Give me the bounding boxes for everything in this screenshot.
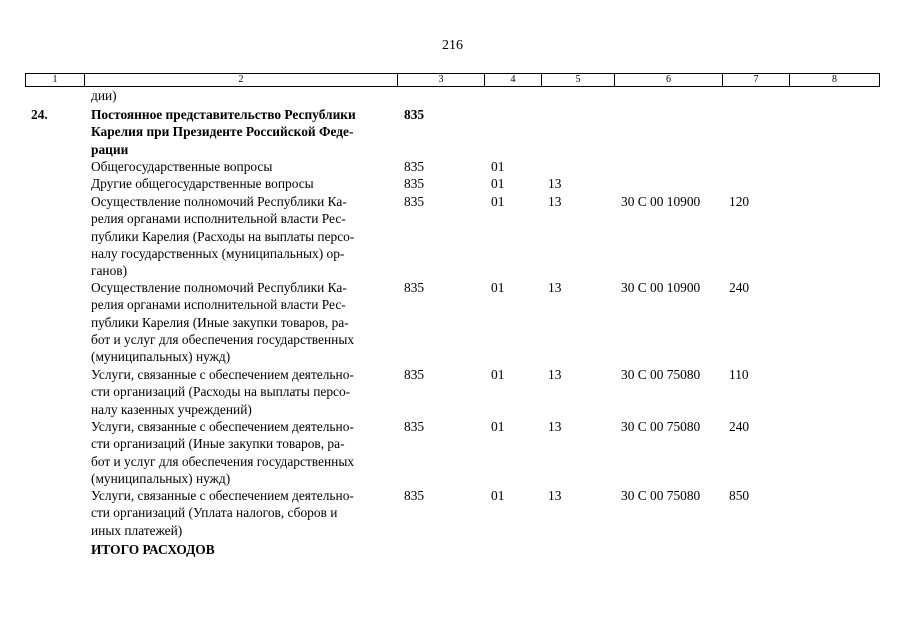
header-col-3: 3 <box>398 74 485 87</box>
row-subsection: 13 <box>548 280 562 295</box>
header-col-2: 2 <box>85 74 398 87</box>
row-description: Услуги, связанные с обеспечением деятельно- сти организаций (Расходы на выплаты персо- налу казенных учреждений) <box>91 367 354 417</box>
row-target-article: 30 С 00 75080 <box>621 488 701 503</box>
row-code: 835 <box>404 159 425 174</box>
row-code: 835 <box>404 280 425 295</box>
header-col-8: 8 <box>790 74 880 87</box>
row-description: Общегосударственные вопросы <box>91 159 273 174</box>
row-section: 01 <box>491 488 505 503</box>
total-label: ИТОГО РАСХОДОВ <box>91 542 215 557</box>
header-col-7: 7 <box>723 74 790 87</box>
row-description: Услуги, связанные с обеспечением деятельно- сти организаций (Уплата налогов, сборов и иных платежей) <box>91 488 354 538</box>
row-section: 01 <box>491 194 505 209</box>
column-number-header <box>25 73 880 87</box>
section-title: Постоянное представительство Республики Карелия при Президенте Российской Феде- рации <box>91 107 356 157</box>
row-section: 01 <box>491 367 505 382</box>
row-subsection: 13 <box>548 194 562 209</box>
section-code: 835 <box>404 107 425 122</box>
row-subsection: 13 <box>548 419 562 434</box>
row-target-article: 30 С 00 75080 <box>621 419 701 434</box>
row-description: Услуги, связанные с обеспечением деятельно- сти организаций (Иные закупки товаров, ра- бот и услуг для обеспечения государственных (муниципальных) нужд) <box>91 419 355 486</box>
continuation-text: дии) <box>91 88 117 103</box>
row-code: 835 <box>404 488 425 503</box>
row-section: 01 <box>491 176 505 191</box>
row-section: 01 <box>491 159 505 174</box>
row-target-article: 30 С 00 75080 <box>621 367 701 382</box>
row-description: Другие общегосударственные вопросы <box>91 176 314 191</box>
row-code: 835 <box>404 194 425 209</box>
section-number: 24. <box>31 107 48 122</box>
row-code: 835 <box>404 176 425 191</box>
row-target-article: 30 С 00 10900 <box>621 280 701 295</box>
row-subsection: 13 <box>548 488 562 503</box>
row-subsection: 13 <box>548 176 562 191</box>
header-col-5: 5 <box>542 74 615 87</box>
row-section: 01 <box>491 280 505 295</box>
row-description: Осуществление полномочий Республики Ка- релия органами исполнительной власти Рес- публики Карелия (Иные закупки товаров, ра- бот и услуг для обеспечения государственных (муниципальных) нужд) <box>91 280 355 365</box>
header-col-4: 4 <box>485 74 542 87</box>
row-code: 835 <box>404 419 425 434</box>
row-expense-type: 240 <box>729 419 750 434</box>
page-number: 216 <box>442 38 463 53</box>
row-section: 01 <box>491 419 505 434</box>
row-target-article: 30 С 00 10900 <box>621 194 701 209</box>
row-expense-type: 240 <box>729 280 750 295</box>
row-code: 835 <box>404 367 425 382</box>
header-col-6: 6 <box>615 74 723 87</box>
row-expense-type: 110 <box>729 367 749 382</box>
row-subsection: 13 <box>548 367 562 382</box>
row-description: Осуществление полномочий Республики Ка- релия органами исполнительной власти Рес- публики Карелия (Расходы на выплаты персо- налу государственных (муниципальных) ор- ганов) <box>91 194 355 279</box>
row-expense-type: 850 <box>729 488 750 503</box>
row-expense-type: 120 <box>729 194 750 209</box>
header-col-1: 1 <box>26 74 85 87</box>
